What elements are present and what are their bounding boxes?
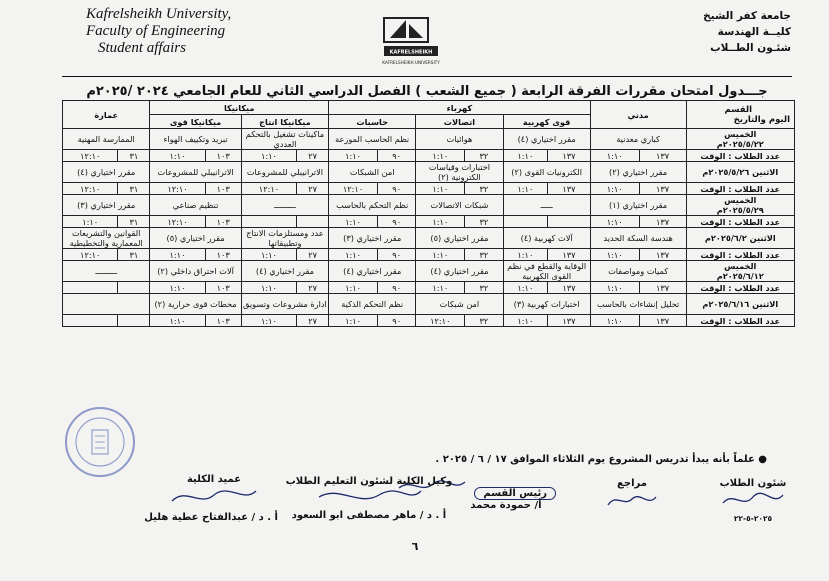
exam-time: ١:١٠ (590, 315, 639, 327)
student-count: ٣٢ (465, 249, 503, 261)
student-count: ٢٧ (297, 183, 329, 195)
course-cell: محطات قوى حرارية (٢) (150, 294, 241, 315)
course-cell: ماكينات تشغيل بالتحكم العددي (241, 129, 328, 150)
course-cell: الممارسة المهنية (63, 129, 150, 150)
course-cell: الاترانيبلي للمشروعات (241, 162, 328, 183)
student-count: ١٣٧ (548, 282, 591, 294)
exam-time: ١:١٠ (416, 183, 465, 195)
exam-time: ١:١٠ (329, 282, 378, 294)
signature-reviewer: مراجع (596, 478, 668, 514)
course-cell: آلات احتراق داخلي (٢) (150, 261, 241, 282)
student-count: ٣١ (118, 249, 150, 261)
course-cell: ـــــــــ (241, 195, 328, 216)
university-logo (376, 12, 444, 68)
course-cell: الاترانيبلي للمشروعات (150, 162, 241, 183)
department-name-en: Student affairs (98, 40, 186, 56)
course-cell: هوائيات (416, 129, 503, 150)
course-cell: مقرر اختياري (٤) (241, 261, 328, 282)
schedule-row (63, 294, 795, 315)
exam-time: ١:١٠ (503, 183, 548, 195)
student-count (118, 315, 150, 327)
exam-time: ١:١٠ (241, 282, 296, 294)
course-cell: ـــــ (503, 195, 590, 216)
exam-time: ١:١٠ (150, 150, 205, 162)
signature-dean: عميد الكلية أ . د / عبدالفتاح عطية هليل (144, 474, 278, 523)
exam-time: ١:١٠ (241, 150, 296, 162)
student-count: ٩٠ (378, 216, 416, 228)
course-cell: مقرر اختياري (٥) (416, 228, 503, 249)
header-divider (62, 76, 792, 77)
exam-time: ١:١٠ (63, 216, 118, 228)
students-time-label: عدد الطلاب : الوقت (686, 249, 795, 261)
page-number: ٦ (411, 540, 419, 553)
student-count: ١٠٣ (205, 183, 241, 195)
course-cell: ـــــــــ (63, 261, 150, 282)
exam-date: الخميس ٢٠٢٥/٥/٢٩م (686, 195, 795, 216)
exam-time: ١:١٠ (416, 150, 465, 162)
exam-time: ١:١٠ (503, 249, 548, 261)
exam-date: الخميس ٢٠٢٥/٥/٢٢م (686, 129, 795, 150)
course-cell: مقرر اختياري (٤) (329, 261, 416, 282)
time-row (63, 183, 795, 195)
exam-time: ١:١٠ (416, 249, 465, 261)
signature-dept-head: رئيس القسم أ/ حمودة محمد (456, 476, 556, 511)
course-cell: تحليل إنشاءات بالحاسب (590, 294, 686, 315)
course-cell: مقرر اختياري (٣) (63, 195, 150, 216)
student-count: ١٣٧ (639, 183, 686, 195)
course-cell: الوقاية والقطع في نظم القوى الكهربية (503, 261, 590, 282)
course-cell: ادارة مشروعات وتسويق (241, 294, 328, 315)
course-cell (63, 294, 150, 315)
exam-time: ١:١٠ (503, 282, 548, 294)
course-cell: نظم الحاسب الموزعة (329, 129, 416, 150)
exam-time: ١:١٠ (150, 315, 205, 327)
schedule-row (63, 162, 795, 183)
student-count: ٢٧ (297, 315, 329, 327)
student-count: ٩٠ (378, 282, 416, 294)
schedule-row (63, 228, 795, 249)
student-count: ٣٢ (465, 282, 503, 294)
exam-time: ١:١٠ (329, 249, 378, 261)
dept-civil: مدني (590, 101, 686, 129)
faculty-name-en: Faculty of Engineering (86, 23, 226, 39)
exam-time: ١٢:١٠ (150, 216, 205, 228)
course-cell: اختبارات كهربية (٣) (503, 294, 590, 315)
dept-mechanical: ميكانيكا (150, 101, 329, 115)
course-cell: مقرر اختياري (٤) (416, 261, 503, 282)
course-cell: مقرر اختياري (٤) (63, 162, 150, 183)
student-count (297, 216, 329, 228)
student-count: ٢٧ (297, 282, 329, 294)
subdept-production: ميكانيكا انتاج (241, 115, 328, 129)
exam-time: ١:١٠ (329, 150, 378, 162)
exam-time: ١:١٠ (590, 249, 639, 261)
exam-time: ١٢:١٠ (63, 183, 118, 195)
schedule-title: جـــدول امتحان مقررات الفرقة الرابعة ( جميع الشعب ) الفصل الدراسي الثاني للعام الجامعي ٢٠٢٤ /٢٠٢٥م (86, 84, 768, 99)
course-cell: القوانين والتشريعات المعمارية والتخطيطية (63, 228, 150, 249)
students-time-label: عدد الطلاب : الوقت (686, 150, 795, 162)
student-count: ٩٠ (378, 150, 416, 162)
course-cell: هندسة السكة الحديد (590, 228, 686, 249)
exam-time: ١:١٠ (150, 282, 205, 294)
student-count: ٩٠ (378, 315, 416, 327)
student-count: ١٣٧ (548, 249, 591, 261)
exam-time (63, 282, 118, 294)
exam-time: ١:١٠ (590, 150, 639, 162)
course-cell: اختبارات وقياسات الكترونية (٢) (416, 162, 503, 183)
student-count: ١٣٧ (639, 216, 686, 228)
exam-time (241, 216, 296, 228)
logo-caption: KAFRELSHEIKH UNIVERSITY (382, 60, 440, 65)
subdept-communications: اتصالات (416, 115, 503, 129)
faculty-name-ar: كليــة الهندسة (717, 26, 791, 38)
schedule-row (63, 129, 795, 150)
exam-date: الخميس ٢٠٢٥/٦/١٢م (686, 261, 795, 282)
course-cell: مقرر اختياري (٢) (590, 162, 686, 183)
dept-architecture: عمارة (63, 101, 150, 129)
student-count: ١٣٧ (548, 183, 591, 195)
corner-cell: القسم اليوم والتاريخ (686, 101, 795, 129)
student-count: ٩٠ (378, 249, 416, 261)
course-cell: تنظيم صناعي (150, 195, 241, 216)
exam-time: ١٢:١٠ (63, 249, 118, 261)
student-count: ١٠٣ (205, 315, 241, 327)
student-count: ٣١ (118, 216, 150, 228)
course-cell: مقرر اختياري (٤) (503, 129, 590, 150)
course-cell: عدد ومستلزمات الانتاج وتطبيقاتها (241, 228, 328, 249)
student-count: ٣٢ (465, 183, 503, 195)
student-count: ١٠٣ (205, 282, 241, 294)
exam-time (63, 315, 118, 327)
exam-time: ١٢:١٠ (329, 183, 378, 195)
student-count: ٣٢ (465, 315, 503, 327)
students-time-label: عدد الطلاب : الوقت (686, 216, 795, 228)
exam-time: ١:١٠ (150, 249, 205, 261)
student-count: ٣١ (118, 183, 150, 195)
exam-time: ١:١٠ (416, 216, 465, 228)
exam-time: ١:١٠ (590, 216, 639, 228)
student-count: ١٣٧ (548, 150, 591, 162)
student-count: ٣١ (118, 150, 150, 162)
student-count: ٣٢ (465, 150, 503, 162)
exam-time: ١٢:١٠ (416, 315, 465, 327)
exam-time: ١:١٠ (503, 150, 548, 162)
exam-time: ١٢:١٠ (63, 150, 118, 162)
exam-time: ١:١٠ (590, 183, 639, 195)
time-row (63, 216, 795, 228)
student-count: ٩٠ (378, 183, 416, 195)
student-count: ١٠٣ (205, 249, 241, 261)
header-arabic (661, 8, 791, 56)
bullet-icon: ● (758, 454, 767, 465)
course-cell: شبكات الاتصالات (416, 195, 503, 216)
course-cell: نظم التحكم بالحاسب (329, 195, 416, 216)
time-row (63, 249, 795, 261)
student-count: ١٠٣ (205, 150, 241, 162)
student-count: ١٣٧ (639, 249, 686, 261)
exam-time (503, 216, 548, 228)
course-cell: نظم التحكم الذكية (329, 294, 416, 315)
course-cell: مقرر اختياري (٥) (150, 228, 241, 249)
exam-time: ١٢:١٠ (241, 183, 296, 195)
course-cell: كميات ومواصفات (590, 261, 686, 282)
schedule-row (63, 261, 795, 282)
course-cell: تبريد وتكييف الهواء (150, 129, 241, 150)
student-count: ١٣٧ (548, 315, 591, 327)
exam-time: ١:١٠ (241, 249, 296, 261)
course-cell: آلات كهربية (٤) (503, 228, 590, 249)
student-count: ٢٧ (297, 249, 329, 261)
subdept-power-mech: ميكانيكا قوى (150, 115, 241, 129)
exam-time: ١:١٠ (590, 282, 639, 294)
dept-electrical: كهرباء (329, 101, 591, 115)
student-count: ٢٧ (297, 150, 329, 162)
time-row (63, 150, 795, 162)
course-cell: الكترونيات القوى (٢) (503, 162, 590, 183)
course-cell: امن شبكات (416, 294, 503, 315)
students-time-label: عدد الطلاب : الوقت (686, 315, 795, 327)
student-count (548, 216, 591, 228)
student-count: ١٣٧ (639, 315, 686, 327)
student-count: ١٣٧ (639, 150, 686, 162)
exam-time: ١:١٠ (329, 315, 378, 327)
exam-time: ١:١٠ (241, 315, 296, 327)
header-english (86, 6, 276, 57)
course-cell: مقرر اختياري (٣) (329, 228, 416, 249)
subdept-power: قوى كهربية (503, 115, 590, 129)
exam-time: ١:١٠ (416, 282, 465, 294)
university-name-en: Kafrelsheikh University, (86, 6, 232, 22)
time-row (63, 282, 795, 294)
student-count: ١٠٣ (205, 216, 241, 228)
exam-schedule-table (62, 100, 795, 327)
exam-time: ١:١٠ (503, 315, 548, 327)
department-name-ar: شئـون الطــلاب (710, 42, 791, 54)
course-cell: امن الشبكات (329, 162, 416, 183)
official-stamp (62, 404, 138, 480)
project-start-note: ● علماً بأنه يبدأ تدريس المشروع يوم الثلاثاء الموافق ١٧ / ٦ / ٢٠٢٥ . (435, 454, 767, 465)
university-name-ar: جامعة كفر الشيخ (703, 10, 791, 22)
exam-time: ١:١٠ (329, 216, 378, 228)
students-time-label: عدد الطلاب : الوقت (686, 183, 795, 195)
course-cell: كباري معدنية (590, 129, 686, 150)
exam-date: الاثنين ٢٠٢٥/٦/١٦م (686, 294, 795, 315)
student-count: ١٣٧ (639, 282, 686, 294)
student-count: ٣٢ (465, 216, 503, 228)
course-cell: مقرر اختياري (١) (590, 195, 686, 216)
exam-date: الاثنين ٢٠٢٥/٦/٢م (686, 228, 795, 249)
signature-vice-dean: وكيل الكلية لشئون التعليم الطلاب أ . د / ماهر مصطفى ابو السعود (285, 476, 453, 521)
exam-time: ١٢:١٠ (150, 183, 205, 195)
exam-date: الاثنين ٢٠٢٥/٥/٢٦م (686, 162, 795, 183)
signature-student-affairs: شئون الطلاب ٢٠٢٥-٥-٢٢ (719, 478, 787, 523)
time-row (63, 315, 795, 327)
schedule-row (63, 195, 795, 216)
student-count (118, 282, 150, 294)
students-time-label: عدد الطلاب : الوقت (686, 282, 795, 294)
subdept-computers: حاسبات (329, 115, 416, 129)
svg-text:KAFRELSHEIKH: KAFRELSHEIKH (389, 49, 433, 56)
